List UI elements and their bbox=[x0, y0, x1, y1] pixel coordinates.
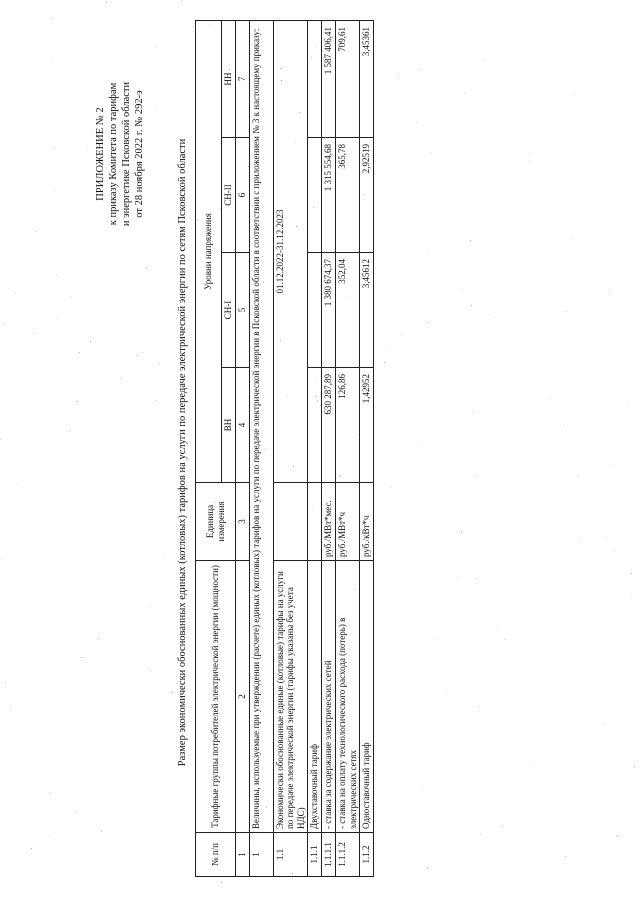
row-period: 01.12.2022-31.12.2023 bbox=[273, 20, 308, 482]
appendix-header bbox=[94, 29, 146, 279]
row-text: - ставка на оплату технологического расхода (потерь) в электрических сетях bbox=[336, 561, 360, 833]
header-sn1: СН-I bbox=[222, 253, 236, 368]
value-sn2: 1 315 554,68 bbox=[322, 138, 336, 253]
header-sn2: СН-II bbox=[222, 138, 236, 253]
table-row bbox=[336, 20, 360, 876]
row-text: Экономически обоснованные единые (котловые) тарифы на услуги по передаче электрической энергии (тарифы указаны без учета НДС) bbox=[273, 561, 308, 833]
empty-cell bbox=[308, 138, 322, 253]
value-sn2: 365,78 bbox=[336, 138, 360, 253]
row-text: Одноставочный тариф bbox=[360, 561, 374, 833]
table-row bbox=[308, 20, 322, 876]
col-number: 5 bbox=[236, 253, 250, 368]
table-row bbox=[249, 20, 273, 876]
row-text: - ставка за содержание электрических сетей bbox=[322, 561, 336, 833]
empty-cell bbox=[308, 20, 322, 137]
header-levels: Уровни напряжения bbox=[196, 20, 222, 482]
col-number: 3 bbox=[236, 483, 250, 561]
row-num: 1.1.1.1 bbox=[322, 833, 336, 877]
col-number: 1 bbox=[236, 833, 250, 877]
tariff-table bbox=[195, 20, 374, 877]
row-text: Двухставочный тариф bbox=[308, 561, 322, 833]
col-number: 7 bbox=[236, 20, 250, 137]
empty-cell bbox=[308, 368, 322, 483]
col-number: 4 bbox=[236, 368, 250, 483]
value-vn: 1,42952 bbox=[360, 368, 374, 483]
row-unit: руб./кВт*ч bbox=[360, 483, 374, 561]
row-unit: руб./МВт*ч bbox=[336, 483, 360, 561]
row-num: 1.1 bbox=[273, 833, 308, 877]
value-sn2: 2,92519 bbox=[360, 138, 374, 253]
header-nn: НН bbox=[222, 20, 236, 137]
header-group: Тарифные группы потребителей электрической энергии (мощности) bbox=[196, 561, 236, 833]
appendix-committee-line: и энергетике Псковской области bbox=[121, 81, 132, 227]
table-row bbox=[273, 20, 308, 876]
header-num: № п/п bbox=[196, 833, 236, 877]
value-vn: 630 287,89 bbox=[322, 368, 336, 483]
value-sn1: 3,45612 bbox=[360, 253, 374, 368]
value-nn: 3,45361 bbox=[360, 20, 374, 137]
empty-cell bbox=[308, 253, 322, 368]
table-row bbox=[360, 20, 374, 876]
header-vn: ВН bbox=[222, 368, 236, 483]
value-vn: 126,86 bbox=[336, 368, 360, 483]
row-num: 1.1.1 bbox=[308, 833, 322, 877]
row-text: Величины, используемые при утверждении (расчете) единых (котловых) тарифов на услуги по передаче электрической энергии в Псковской области в соответствии с приложением № 3 к настоящему приказу: bbox=[249, 20, 273, 832]
table-row bbox=[322, 20, 336, 876]
value-nn: 1 587 406,41 bbox=[322, 20, 336, 137]
row-unit-empty bbox=[273, 483, 308, 561]
row-num: 1 bbox=[249, 833, 273, 877]
col-number: 2 bbox=[236, 561, 250, 833]
empty-cell bbox=[308, 483, 322, 561]
row-num: 1.1.2 bbox=[360, 833, 374, 877]
col-number: 6 bbox=[236, 138, 250, 253]
value-sn1: 1 380 674,37 bbox=[322, 253, 336, 368]
appendix-order-line: к приказу Комитета по тарифам bbox=[108, 82, 119, 226]
row-num: 1.1.1.2 bbox=[336, 833, 360, 877]
value-nn: 709,61 bbox=[336, 20, 360, 137]
value-sn1: 352,04 bbox=[336, 253, 360, 368]
header-unit: Единица измерения bbox=[196, 483, 236, 561]
row-unit: руб./МВт*мес. bbox=[322, 483, 336, 561]
appendix-date-line: от 28 ноября 2022 г. № 292-э bbox=[134, 90, 145, 218]
table-title: Размер экономически обоснованных единых (котловых) тарифов на услуги по передаче электрической энергии по сетям Псковской области bbox=[177, 138, 188, 767]
appendix-title: ПРИЛОЖЕНИЕ № 2 bbox=[95, 107, 106, 201]
